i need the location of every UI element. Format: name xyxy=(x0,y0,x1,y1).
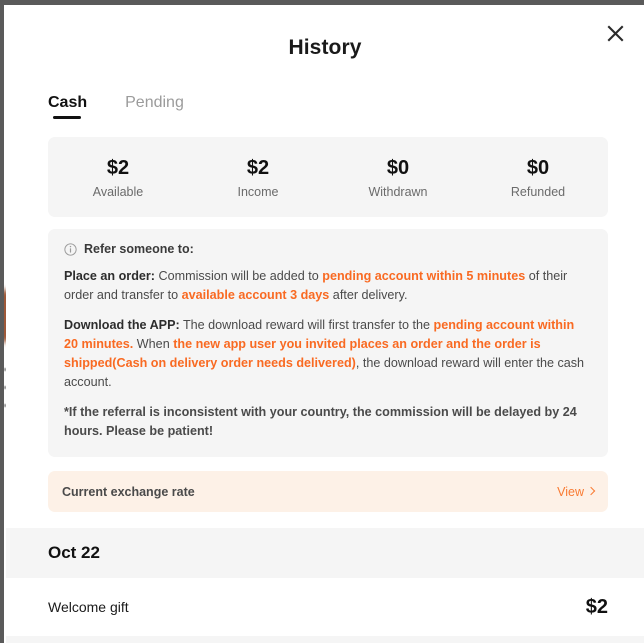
rule-lead: Place an order: xyxy=(64,269,155,283)
stat-value: $0 xyxy=(386,156,410,179)
stat-available xyxy=(48,156,188,199)
exchange-rate-label: Current exchange rate xyxy=(62,484,195,499)
modal-header xyxy=(6,5,644,81)
transaction-date-header: Oct 22 xyxy=(6,528,644,578)
rule-lead: Download the APP: xyxy=(64,318,180,332)
close-icon[interactable] xyxy=(600,18,630,48)
referral-rule-place-order xyxy=(64,267,590,305)
referral-info-heading xyxy=(64,242,590,256)
rule-highlight: available account 3 days xyxy=(181,288,330,302)
transaction-amount: $2 xyxy=(585,595,608,618)
referral-info-title: Refer someone to: xyxy=(84,242,194,256)
transaction-title: Welcome gift xyxy=(48,599,129,615)
stat-label: Available xyxy=(92,184,144,199)
stat-value: $2 xyxy=(106,156,130,179)
referral-rule-download-app xyxy=(64,316,590,392)
transaction-row[interactable] xyxy=(6,578,644,636)
history-modal xyxy=(6,5,644,643)
stat-value: $0 xyxy=(526,156,550,179)
referral-disclaimer: *If the referral is inconsistent with your country, the commission will be delayed by 24 hours. Please be patient! xyxy=(64,405,577,438)
view-exchange-rate-link[interactable] xyxy=(557,485,594,499)
chevron-right-icon xyxy=(587,487,595,495)
view-label: View xyxy=(557,484,584,499)
referral-info-card xyxy=(48,229,608,457)
rule-text: after delivery. xyxy=(329,288,408,302)
rule-text: Commission will be added to xyxy=(155,269,323,283)
tab-cash[interactable]: Cash xyxy=(48,94,87,121)
rule-highlight: the new app user you invited places an order and the order is shipped(Cash on delivery order needs delivered) xyxy=(64,337,541,370)
stat-label: Income xyxy=(237,184,279,199)
balance-summary-card xyxy=(48,137,608,217)
stat-value: $2 xyxy=(246,156,270,179)
rule-text: , the download reward will enter the cash account. xyxy=(64,356,585,389)
rule-text: of their order and transfer to xyxy=(64,269,568,302)
rule-highlight: pending account within 20 minutes. xyxy=(64,318,575,351)
stat-withdrawn xyxy=(328,156,468,199)
stat-label: Refunded xyxy=(510,184,566,199)
stat-refunded xyxy=(468,156,608,199)
info-circle-icon xyxy=(64,243,77,256)
stat-income xyxy=(188,156,328,199)
stat-label: Withdrawn xyxy=(368,184,428,199)
history-tabs xyxy=(6,81,644,121)
transaction-list xyxy=(6,528,644,643)
page-title: History xyxy=(288,36,362,59)
transaction-date-header-next xyxy=(6,636,644,643)
rule-highlight: pending account within 5 minutes xyxy=(322,269,526,283)
rule-text: The download reward will first transfer to the xyxy=(179,318,434,332)
tab-pending[interactable]: Pending xyxy=(125,94,184,111)
rule-text: When xyxy=(133,337,174,351)
exchange-rate-banner[interactable] xyxy=(48,471,608,512)
